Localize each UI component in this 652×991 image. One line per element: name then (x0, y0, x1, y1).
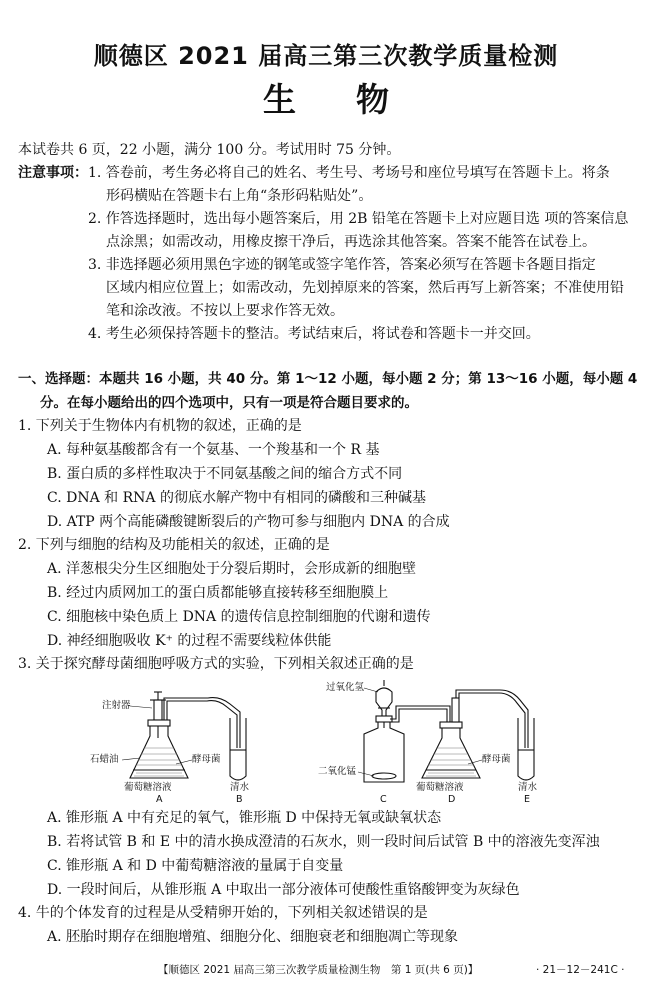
option: D. 神经细胞吸收 K⁺ 的过程不需要线粒体供能 (47, 633, 332, 649)
label-yeast-right: 酵母菌 (482, 754, 511, 765)
notice-line: 4. 考生必须保持答题卡的整洁。考试结束后，将试卷和答题卡一并交回。 (88, 326, 540, 342)
option: A. 洋葱根尖分生区细胞处于分裂后期时，会形成新的细胞壁 (47, 561, 417, 577)
notice-line: 2. 作答选择题时，选出每小题答案后，用 2B 铅笔在答题卡上对应题目选 项的答案信息 (88, 211, 629, 227)
option: A. 胚胎时期存在细胞增殖、细胞分化、细胞衰老和细胞凋亡等现象 (47, 929, 459, 945)
notice-line: 点涂黑；如需改动，用橡皮擦干净后，再选涂其他答案。答案不能答在试卷上。 (106, 234, 596, 250)
option: D. ATP 两个高能磷酸键断裂后的产物可参与细胞内 DNA 的合成 (47, 514, 450, 530)
option: B. 经过内质网加工的蛋白质都能够直接转移至细胞膜上 (47, 585, 389, 601)
label-paraffin-oil: 石蜡油 (90, 754, 119, 765)
notice-label: 注意事项： (18, 165, 88, 181)
label-water: 清水 (230, 782, 250, 793)
option: D. 一段时间后，从锥形瓶 A 中取出一部分液体可使酸性重铬酸钾变为灰绿色 (47, 882, 520, 898)
footer-page-info: 【顺德区 2021 届高三第三次教学质量检测生物 第 1 页(共 6 页)】 (158, 964, 479, 976)
question-stem: 1. 下列关于生物体内有机物的叙述，正确的是 (18, 418, 302, 434)
label-water-right: 清水 (518, 782, 538, 793)
option: B. 蛋白质的多样性取决于不同氨基酸之间的缩合方式不同 (47, 466, 403, 482)
notice-line: 3. 非选择题必须用黑色字迹的钢笔或签字笔作答，答案必须写在答题卡各题目指定 (88, 257, 596, 273)
section-heading: 一、选择题：本题共 16 小题，共 40 分。第 1～12 小题，每小题 2 分；第 13～16 小题，每小题 4 (18, 371, 638, 387)
label-A: A (156, 794, 163, 805)
label-D: D (448, 794, 456, 805)
question-stem: 2. 下列与细胞的结构及功能相关的叙述，正确的是 (18, 537, 330, 553)
notice-line: 形码横贴在答题卡右上角“条形码粘贴处”。 (106, 188, 373, 204)
label-glucose-right: 葡萄糖溶液 (416, 782, 464, 793)
question-stem: 4. 牛的个体发育的过程是从受精卵开始的，下列相关叙述错误的是 (18, 905, 428, 921)
notice-line: 笔和涂改液。不按以上要求作答无效。 (106, 303, 344, 319)
label-C: C (380, 794, 387, 805)
experiment-figure (80, 678, 600, 806)
option: C. DNA 和 RNA 的彻底水解产物中有相同的磷酸和三种碱基 (47, 490, 426, 506)
label-B: B (236, 794, 243, 805)
intro-text: 本试卷共 6 页，22 小题，满分 100 分。考试用时 75 分钟。 (18, 142, 401, 158)
option: A. 每种氨基酸都含有一个氨基、一个羧基和一个 R 基 (47, 442, 380, 458)
label-yeast: 酵母菌 (192, 754, 221, 765)
notice-line: 1. 答卷前，考生务必将自己的姓名、考生号、考场号和座位号填写在答题卡上。将条 (88, 165, 610, 181)
label-hydrogen-peroxide: 过氧化氢 (326, 682, 365, 693)
question-stem: 3. 关于探究酵母菌细胞呼吸方式的实验，下列相关叙述正确的是 (18, 656, 414, 672)
label-E: E (524, 794, 531, 805)
subject-title: 生物 (263, 80, 449, 119)
notice-line: 区域内相应位置上；如需改动，先划掉原来的答案，然后再写上新答案；不准使用铅 (106, 280, 624, 296)
option: C. 锥形瓶 A 和 D 中葡萄糖溶液的量属于自变量 (47, 858, 344, 874)
exam-title: 顺德区 2021 届高三第三次教学质量检测 (93, 42, 559, 70)
label-glucose: 葡萄糖溶液 (124, 782, 172, 793)
label-syringe: 注射器 (102, 700, 131, 711)
option: B. 若将试管 B 和 E 中的清水换成澄清的石灰水，则一段时间后试管 B 中的溶液先变浑浊 (47, 834, 600, 850)
option: C. 细胞核中染色质上 DNA 的遗传信息控制细胞的代谢和遗传 (47, 609, 431, 625)
option: A. 锥形瓶 A 中有充足的氧气，锥形瓶 D 中保持无氧或缺氧状态 (47, 810, 442, 826)
section-heading: 分。在每小题给出的四个选项中，只有一项是符合题目要求的。 (40, 395, 418, 411)
footer-code: · 21－12－241C · (536, 964, 625, 976)
label-manganese-dioxide: 二氧化锰 (318, 766, 357, 777)
